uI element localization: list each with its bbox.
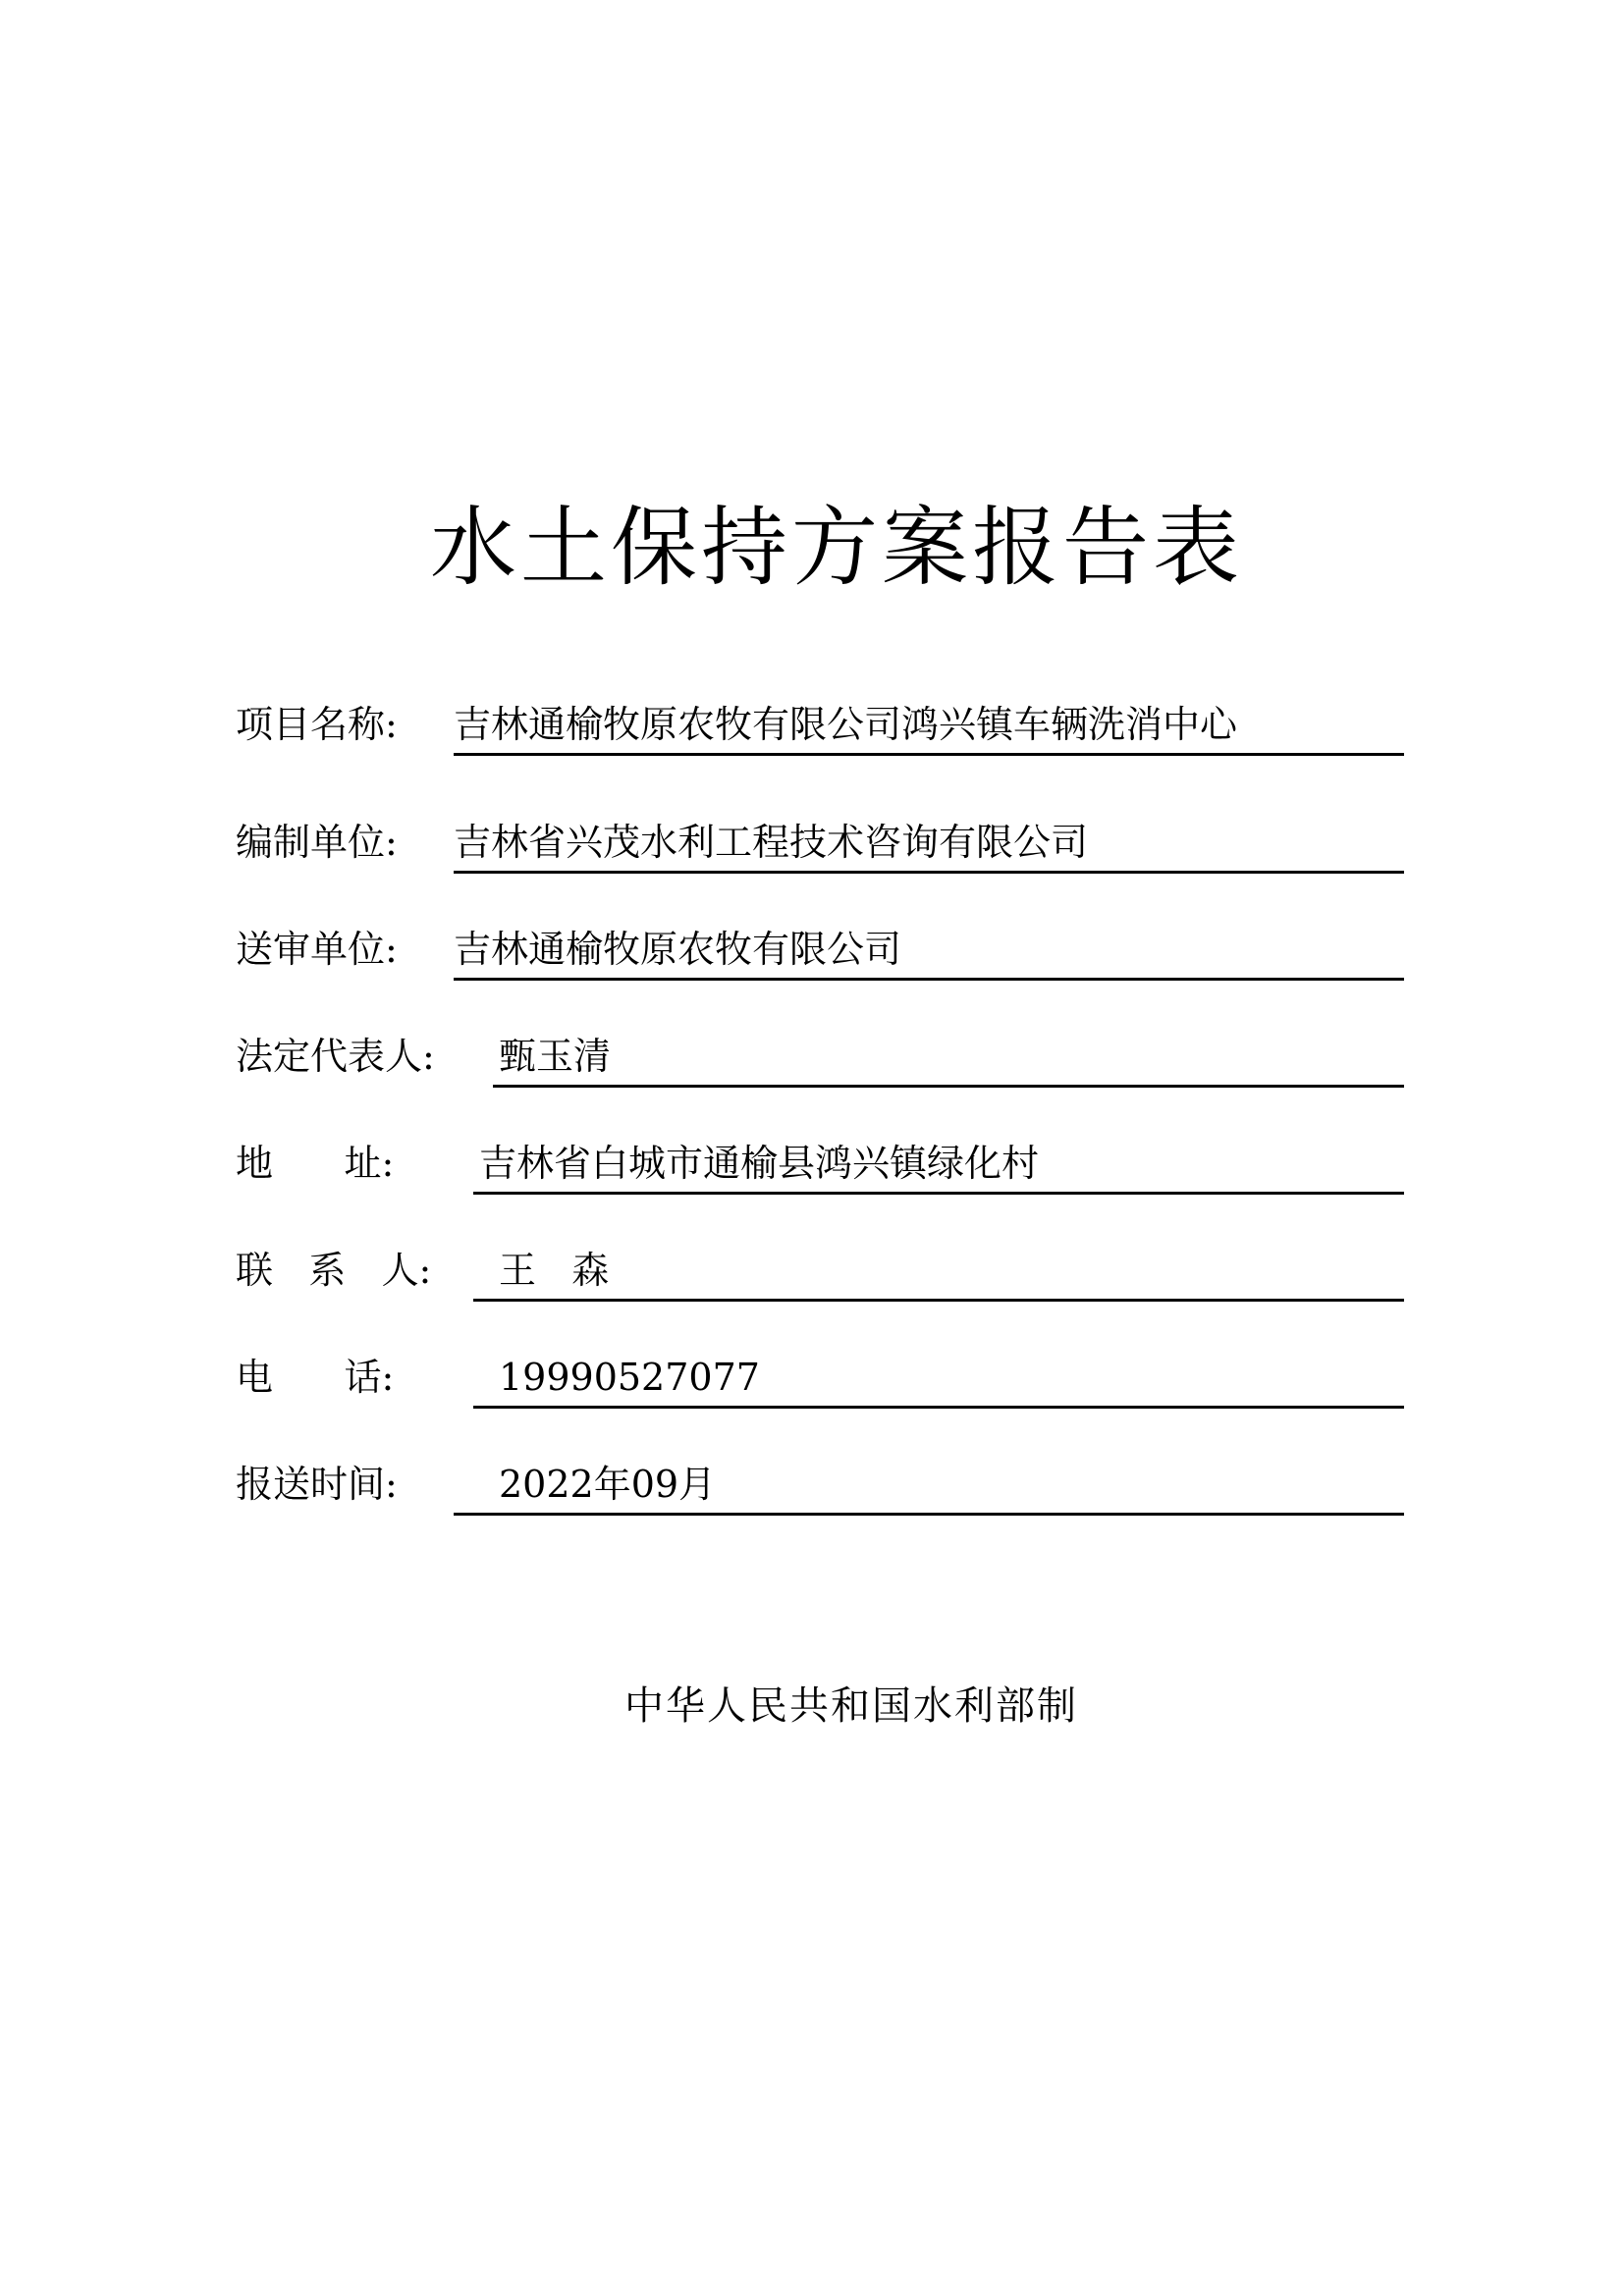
field-label: 送审单位: xyxy=(236,928,398,971)
page-title: 水土保持方案报告表 xyxy=(429,497,1243,598)
field-value: 吉林省白城市通榆县鸿兴镇绿化村 xyxy=(479,1142,1040,1185)
field-label: 法定代表人: xyxy=(236,1035,435,1078)
form-row-phone xyxy=(236,1350,1404,1409)
field-underline xyxy=(473,1299,1404,1302)
field-value: 2022年09月 xyxy=(499,1463,717,1506)
field-value: 吉林通榆牧原农牧有限公司 xyxy=(454,928,902,971)
issuing-authority: 中华人民共和国水利部制 xyxy=(624,1683,1078,1729)
form-row-submitting-unit xyxy=(236,922,1404,981)
field-value: 吉林省兴茂水利工程技术咨询有限公司 xyxy=(454,821,1089,864)
field-underline xyxy=(454,978,1404,981)
field-underline xyxy=(454,871,1404,874)
field-label: 报送时间: xyxy=(236,1463,398,1506)
form-row-legal-representative xyxy=(236,1029,1404,1088)
form-row-submission-date xyxy=(236,1457,1404,1516)
field-label: 编制单位: xyxy=(236,821,398,864)
form-row-project-name xyxy=(236,697,1404,756)
field-underline xyxy=(473,1406,1404,1409)
field-value: 王 森 xyxy=(499,1249,610,1292)
field-value: 吉林通榆牧原农牧有限公司鸿兴镇车辆洗消中心 xyxy=(454,703,1238,746)
field-underline xyxy=(493,1085,1404,1088)
field-label: 电 话: xyxy=(236,1356,395,1399)
field-underline xyxy=(454,1513,1404,1516)
field-value: 甄玉清 xyxy=(499,1035,612,1078)
field-underline xyxy=(454,753,1404,756)
field-underline xyxy=(473,1192,1404,1195)
form-row-address xyxy=(236,1136,1404,1195)
field-value: 19990527077 xyxy=(499,1356,760,1399)
field-label: 项目名称: xyxy=(236,703,398,746)
field-label: 地 址: xyxy=(236,1142,395,1185)
form-row-contact-person xyxy=(236,1243,1404,1302)
form-row-compiling-unit xyxy=(236,815,1404,874)
field-label: 联 系 人: xyxy=(236,1249,432,1292)
